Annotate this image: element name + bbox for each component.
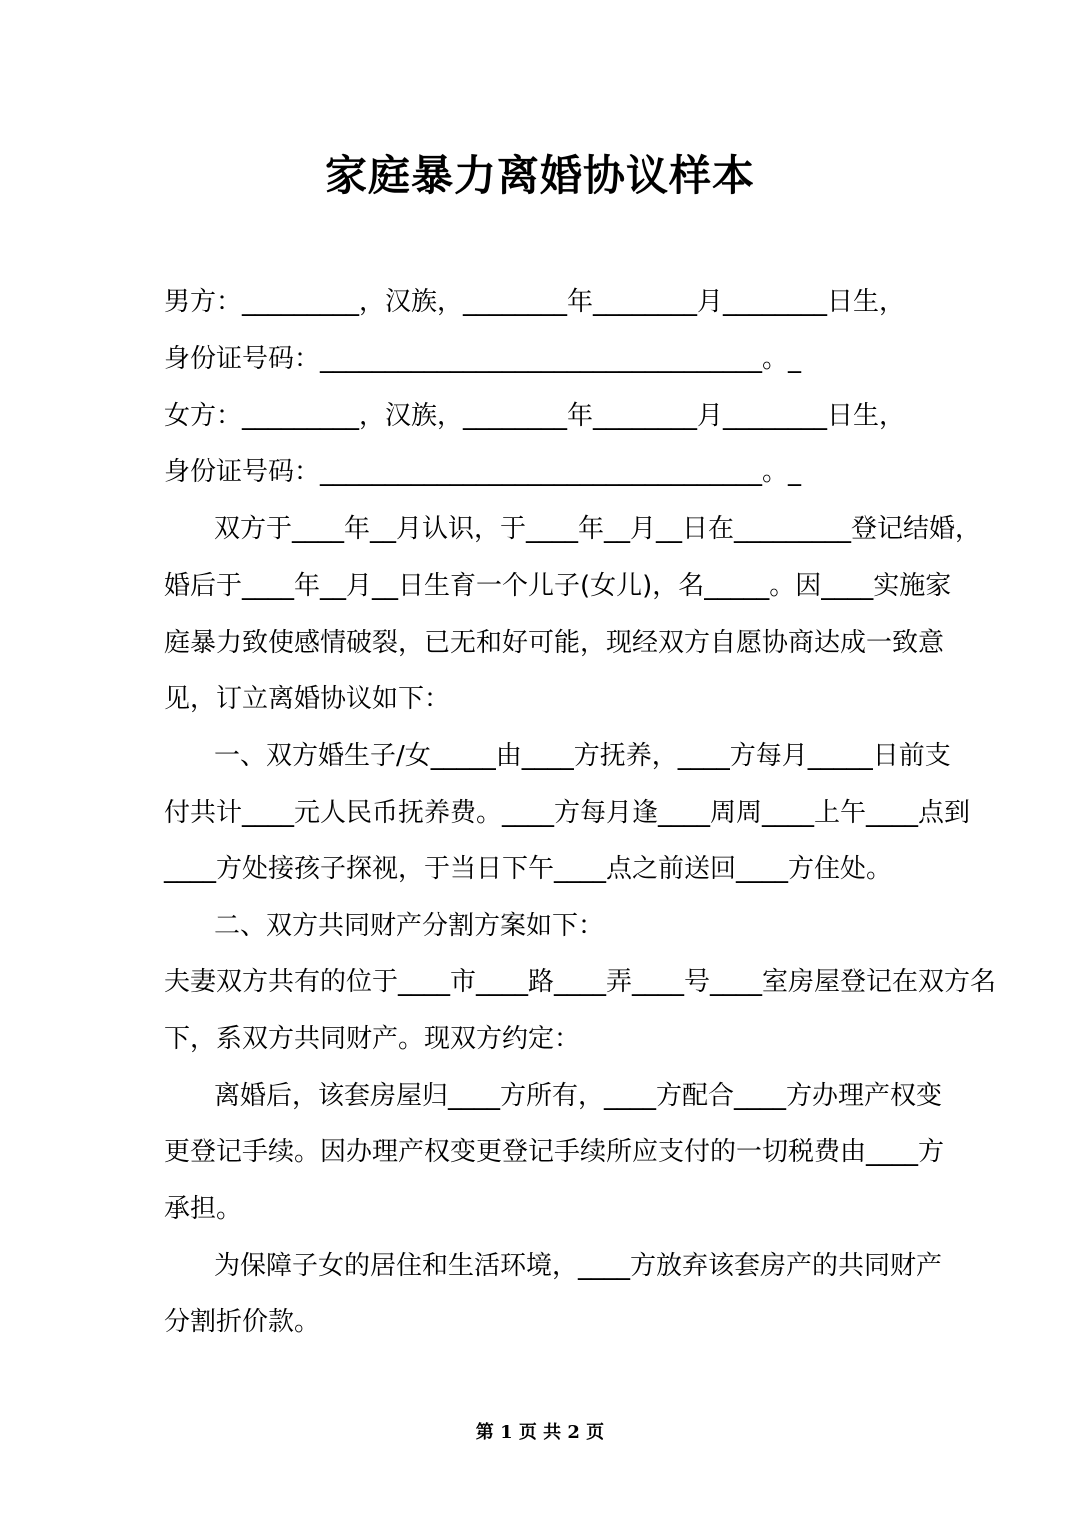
paragraph-intro-line: 见，订立离婚协议如下： xyxy=(164,684,451,714)
paragraph-intro-line: 婚后于____年__月__日生育一个儿子(女儿)，名_____。因____实施家 xyxy=(164,571,952,601)
clause-one-line: 付共计____元人民币抚养费。____方每月逢____周周____上午____点到 xyxy=(164,798,971,828)
document-title: 家庭暴力离婚协议样本 xyxy=(324,151,755,200)
paragraph-intro-line: 庭暴力致使感情破裂，已无和好可能，现经双方自愿协商达成一致意 xyxy=(164,628,945,658)
line-male-party: 男方：_________，汉族，________年________月________日生， xyxy=(164,287,906,317)
property-line: 下，系双方共同财产。现双方约定： xyxy=(164,1024,581,1054)
clause-one-line: ____方处接孩子探视，于当日下午____点之前送回____方住处。 xyxy=(164,854,893,884)
paragraph-intro-line: 双方于____年__月认识，于____年__月__日在_________登记结婚， xyxy=(214,514,982,544)
line-female-party: 女方：_________，汉族，________年________月________日生， xyxy=(164,401,906,431)
clause-two-heading: 二、双方共同财产分割方案如下： xyxy=(214,911,605,941)
page-number-footer: 第 1 页 共 2 页 xyxy=(475,1422,605,1443)
child-housing-line: 为保障子女的居住和生活环境，____方放弃该套房产的共同财产 xyxy=(214,1251,943,1281)
property-agreement-line: 离婚后，该套房屋归____方所有，____方配合____方办理产权变 xyxy=(214,1081,943,1111)
line-male-id: 身份证号码：__________________________________。_ xyxy=(164,344,802,374)
clause-one-line: 一、双方婚生子/女_____由____方抚养，____方每月_____日前支 xyxy=(214,741,951,771)
property-agreement-line: 承担。 xyxy=(164,1194,243,1224)
line-female-id: 身份证号码：__________________________________。_ xyxy=(164,457,802,487)
child-housing-line: 分割折价款。 xyxy=(164,1307,321,1337)
property-agreement-line: 更登记手续。因办理产权变更登记手续所应支付的一切税费由____方 xyxy=(164,1137,945,1167)
property-line: 夫妻双方共有的位于____市____路____弄____号____室房屋登记在双方名 xyxy=(164,967,997,997)
